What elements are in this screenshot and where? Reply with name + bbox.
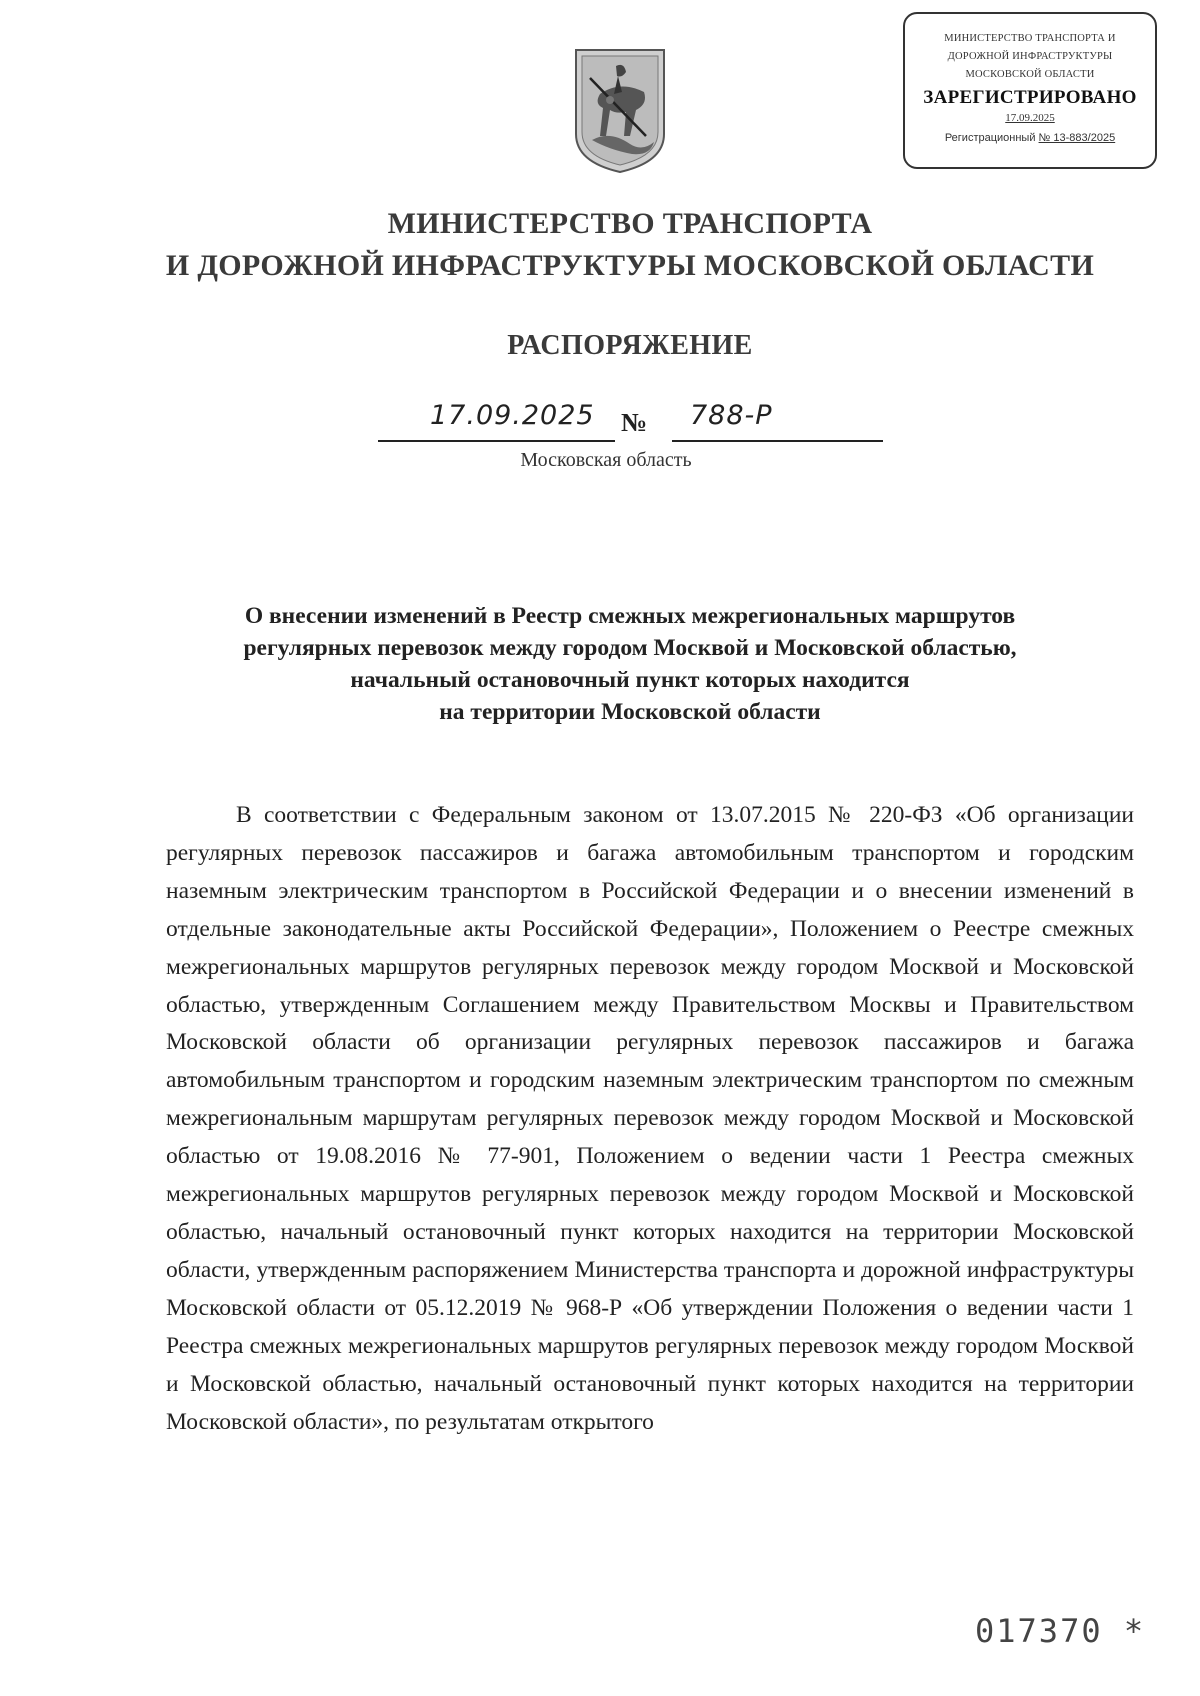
- subject-line: начальный остановочный пункт которых находится: [350, 667, 910, 693]
- subject-line: О внесении изменений в Реестр смежных межрегиональных маршрутов: [244, 603, 1016, 629]
- stamp-date: 17.09.2025: [1005, 112, 1055, 124]
- stamp-status: ЗАРЕГИСТРИРОВАНО: [923, 87, 1137, 108]
- coat-of-arms-icon: [570, 44, 670, 174]
- registration-stamp: [903, 12, 1157, 169]
- stamp-reg-number-value: № 13-883/2025: [1038, 132, 1116, 144]
- stamp-ministry-line: МОСКОВСКОЙ ОБЛАСТИ: [965, 69, 1095, 80]
- document-code: 017370 *: [975, 1612, 1146, 1650]
- number-underline: [672, 440, 883, 442]
- handwritten-date: 17.09.2025: [430, 400, 595, 431]
- document-subject: [150, 600, 1110, 728]
- stamp-reg-number: [905, 132, 1155, 144]
- subject-line: на территории Московской области: [439, 699, 821, 725]
- ministry-title-line1: МИНИСТЕРСТВО ТРАНСПОРТА: [387, 207, 873, 240]
- handwritten-number: 788-Р: [690, 400, 773, 431]
- number-sign: №: [621, 408, 648, 437]
- place-of-issue: Московская область: [520, 449, 692, 471]
- ministry-title-line2: И ДОРОЖНОЙ ИНФРАСТРУКТУРЫ МОСКОВСКОЙ ОБЛАСТИ: [165, 249, 1095, 282]
- document-type: РАСПОРЯЖЕНИЕ: [507, 330, 753, 361]
- stamp-reg-number-label: Регистрационный: [944, 132, 1036, 144]
- subject-line: регулярных перевозок между городом Москвой и Московской областью,: [243, 635, 1017, 661]
- stamp-ministry-line: ДОРОЖНОЙ ИНФРАСТРУКТУРЫ: [947, 51, 1113, 62]
- body-paragraph: В соответствии с Федеральным законом от 13.07.2015 № 220-ФЗ «Об организации регулярных перевозок пассажиров и багажа автомобильным транспортом и городским наземным электрическим транспортом в Российской Федерации и о внесении изменений в отдельные законодательные акты Российской Федерации», Положением о Реестре смежных межрегиональных маршрутов регулярных перевозок между городом Москвой и Московской областью, утвержденным Соглашением между Правительством Москвы и Правительством Московской области об организации регулярных перевозок пассажиров и багажа автомобильным транспортом и городским наземным электрическим транспортом по смежным межрегиональным маршрутам регулярных перевозок между городом Москвой и Московской областью от 19.08.2016 № 77-901, Положением о ведении части 1 Реестра смежных межрегиональных маршрутов регулярных перевозок между городом Москвой и Московской областью, начальный остановочный пункт которых находится на территории Московской области, утвержденным распоряжением Министерства транспорта и дорожной инфраструктуры Московской области от 05.12.2019 № 968-Р «Об утверждении Положения о ведении части 1 Реестра смежных межрегиональных маршрутов регулярных перевозок между городом Москвой и Московской областью, начальный остановочный пункт которых находится на территории Московской области», по результатам открытого: [166, 802, 1134, 1435]
- stamp-ministry-line: МИНИСТЕРСТВО ТРАНСПОРТА И: [944, 33, 1116, 44]
- date-underline: [378, 440, 615, 442]
